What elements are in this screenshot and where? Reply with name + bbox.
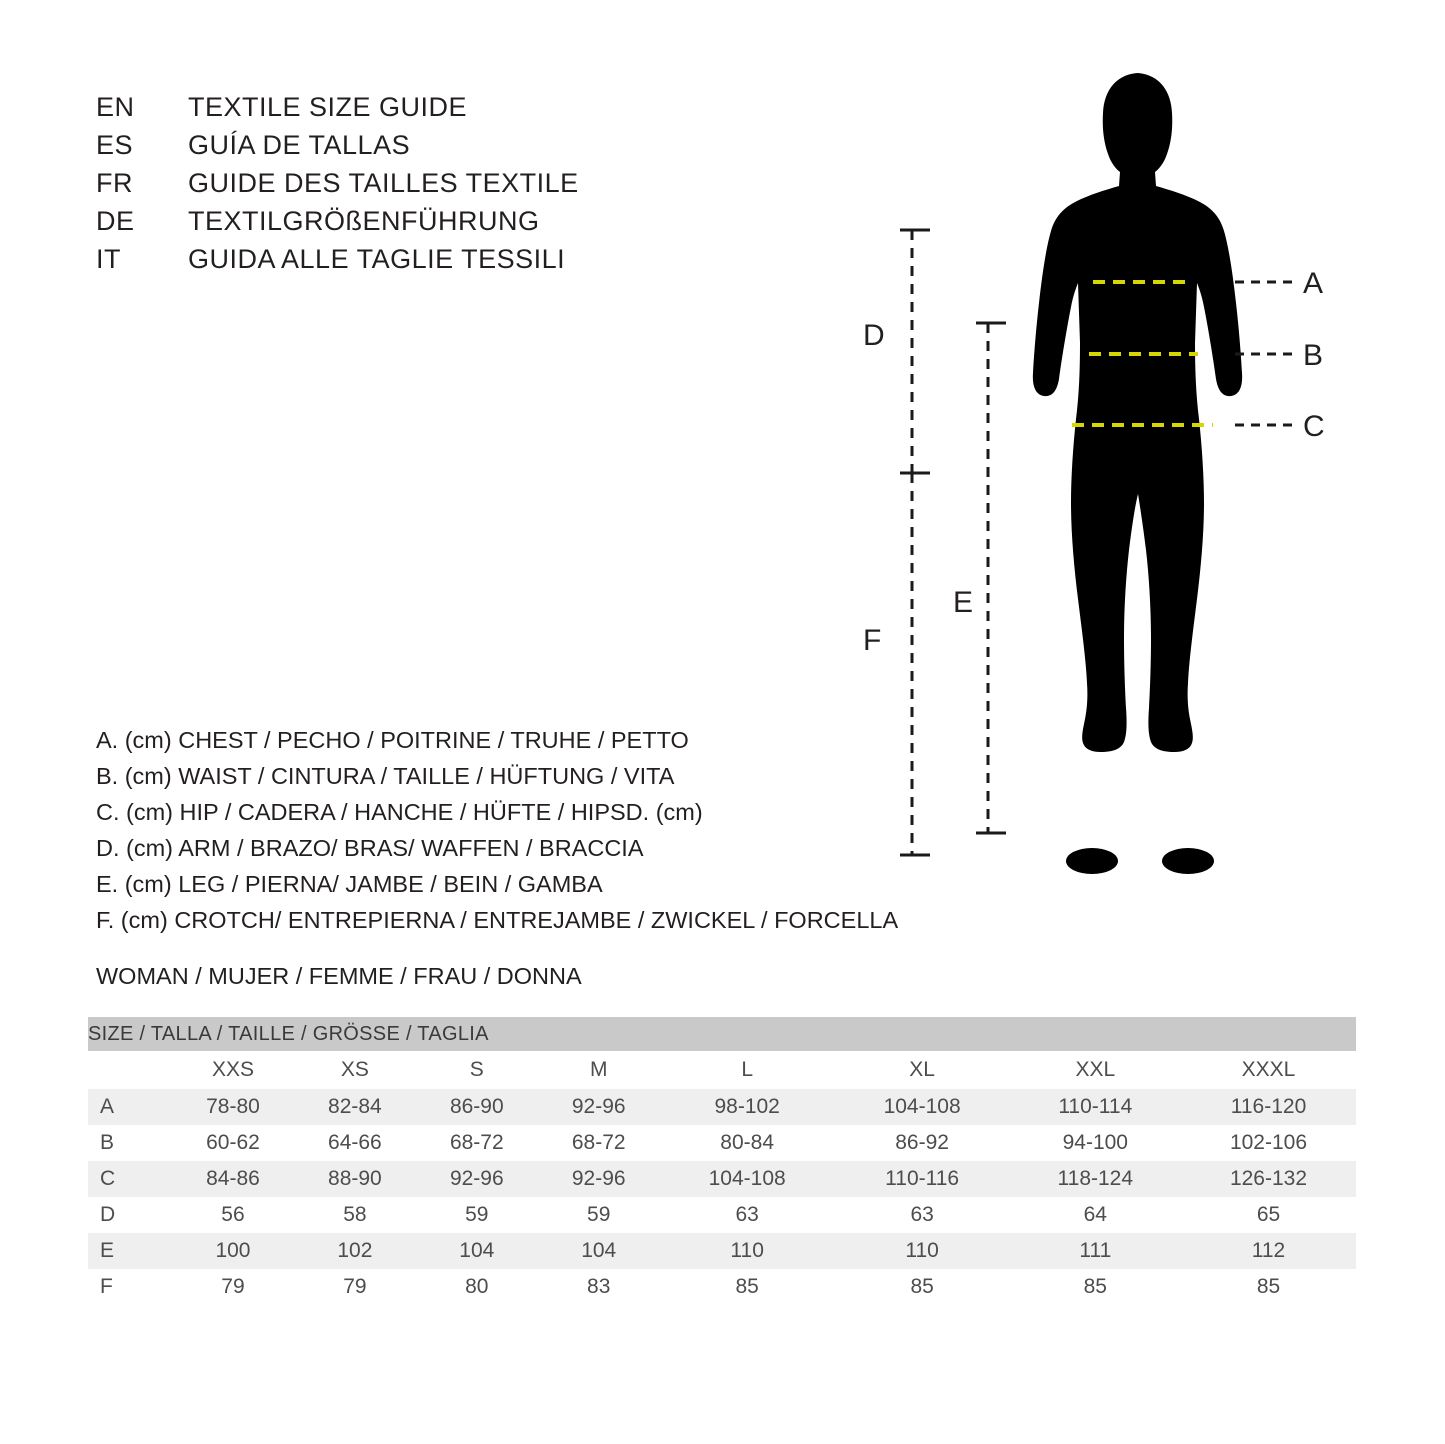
row-label-a: A	[88, 1089, 172, 1125]
header-cell-l: L	[660, 1051, 835, 1089]
language-title-list	[96, 92, 579, 282]
cell-c-xxxl: 126-132	[1181, 1161, 1356, 1197]
cell-c-s: 92-96	[416, 1161, 538, 1197]
bracket-d	[900, 230, 930, 473]
cell-a-xxs: 78-80	[172, 1089, 294, 1125]
language-code-it: IT	[96, 244, 121, 274]
cell-b-xxl: 94-100	[1062, 1131, 1128, 1154]
cell-f-s: 80	[465, 1275, 489, 1298]
measurement-legend	[96, 722, 898, 938]
cell-e-m: 104	[538, 1233, 660, 1269]
cell-a-l: 98-102	[660, 1089, 835, 1125]
table-row	[88, 1125, 1356, 1161]
legend-item-f: F. (cm) CROTCH/ ENTREPIERNA / ENTREJAMBE / ZWICKEL / FORCELLA	[96, 907, 899, 933]
cell-e-l: 110	[660, 1233, 835, 1269]
cell-e-xl: 110	[835, 1233, 1010, 1269]
label-f: F	[863, 624, 882, 657]
cell-f-xs: 79	[343, 1275, 367, 1298]
cell-a-xs: 82-84	[294, 1089, 416, 1125]
legend-item-b: B. (cm) WAIST / CINTURA / TAILLE / HÜFTUNG / VITA	[96, 763, 675, 789]
cell-b-xxxl: 102-106	[1229, 1131, 1308, 1154]
language-row-en	[96, 92, 579, 130]
size-table	[88, 1017, 1356, 1305]
cell-d-xs: 58	[343, 1203, 367, 1226]
category-label: WOMAN / MUJER / FEMME / FRAU / DONNA	[96, 963, 582, 989]
language-text-fr: GUIDE DES TAILLES TEXTILE	[188, 168, 579, 198]
cell-b-l: 80-84	[720, 1131, 775, 1154]
table-header-row	[88, 1051, 1356, 1089]
cell-c-xs: 88-90	[294, 1161, 416, 1197]
header-cell-blank	[88, 1051, 172, 1089]
cell-d-xxxl: 65	[1256, 1203, 1281, 1226]
cell-c-xxl: 118-124	[1010, 1161, 1181, 1197]
label-b: B	[1303, 339, 1324, 372]
cell-a-s: 86-90	[416, 1089, 538, 1125]
label-a: A	[1303, 267, 1324, 300]
header-cell-m: M	[538, 1051, 660, 1089]
cell-d-m: 59	[587, 1203, 611, 1226]
table-row	[88, 1089, 1356, 1125]
label-c: C	[1303, 410, 1325, 443]
measurement-leader-lines	[1235, 282, 1298, 425]
language-code-es: ES	[96, 130, 134, 160]
cell-a-m: 92-96	[538, 1089, 660, 1125]
bracket-e	[976, 323, 1006, 833]
cell-b-xs: 64-66	[328, 1131, 382, 1154]
language-row-de	[96, 206, 579, 244]
cell-c-l: 104-108	[660, 1161, 835, 1197]
cell-f-xxxl: 85	[1256, 1275, 1281, 1298]
cell-b-s: 68-72	[449, 1131, 504, 1154]
row-label-b: B	[100, 1131, 115, 1154]
cell-c-m: 92-96	[538, 1161, 660, 1197]
cell-d-l: 63	[735, 1203, 759, 1226]
legend-item-a: A. (cm) CHEST / PECHO / POITRINE / TRUHE / PETTO	[96, 727, 689, 753]
language-row-es	[96, 130, 579, 168]
header-cell-xxxl: XXXL	[1181, 1051, 1356, 1089]
female-silhouette-icon	[1033, 73, 1242, 874]
header-cell-xs: XS	[294, 1051, 416, 1089]
cell-f-xl: 85	[910, 1275, 934, 1298]
cell-e-xs: 102	[294, 1233, 416, 1269]
language-row-fr	[96, 168, 579, 206]
language-code-de: DE	[96, 206, 135, 236]
language-text-en: TEXTILE SIZE GUIDE	[188, 92, 468, 122]
cell-a-xl: 104-108	[835, 1089, 1010, 1125]
cell-d-xxl: 64	[1083, 1203, 1107, 1226]
size-table-wrapper	[88, 1017, 1356, 1305]
cell-f-xxs: 79	[221, 1275, 245, 1298]
language-text-de: TEXTILGRÖßENFÜHRUNG	[188, 206, 540, 236]
row-label-f: F	[100, 1275, 113, 1298]
cell-e-s: 104	[416, 1233, 538, 1269]
table-row	[88, 1233, 1356, 1269]
label-d: D	[863, 319, 885, 352]
cell-f-m: 83	[587, 1275, 611, 1298]
cell-a-xxxl: 116-120	[1181, 1089, 1356, 1125]
cell-b-xxs: 60-62	[206, 1131, 260, 1154]
cell-f-l: 85	[735, 1275, 759, 1298]
cell-b-m: 68-72	[571, 1131, 626, 1154]
table-row	[88, 1197, 1356, 1233]
language-code-en: EN	[96, 92, 135, 122]
header-cell-xxl: XXL	[1010, 1051, 1181, 1089]
label-e: E	[953, 586, 974, 619]
row-label-d: D	[100, 1203, 116, 1226]
cell-a-xxl: 110-114	[1010, 1089, 1181, 1125]
row-label-c: C	[88, 1161, 172, 1197]
legend-item-c: C. (cm) HIP / CADERA / HANCHE / HÜFTE / HIPSD. (cm)	[96, 799, 703, 825]
table-title-row	[88, 1017, 1356, 1051]
cell-d-xxs: 56	[221, 1203, 245, 1226]
body-measurement-diagram	[840, 55, 1400, 905]
row-label-e: E	[88, 1233, 172, 1269]
cell-e-xxs: 100	[172, 1233, 294, 1269]
header-cell-xl: XL	[835, 1051, 1010, 1089]
cell-d-s: 59	[465, 1203, 489, 1226]
language-code-fr: FR	[96, 168, 133, 198]
language-text-es: GUÍA DE TALLAS	[188, 130, 411, 160]
header-cell-s: S	[416, 1051, 538, 1089]
table-row	[88, 1161, 1356, 1197]
legend-item-d: D. (cm) ARM / BRAZO/ BRAS/ WAFFEN / BRACCIA	[96, 835, 644, 861]
cell-e-xxl: 111	[1010, 1233, 1181, 1269]
cell-f-xxl: 85	[1083, 1275, 1107, 1298]
bracket-f	[900, 473, 930, 855]
table-title: SIZE / TALLA / TAILLE / GRÖSSE / TAGLIA	[88, 1017, 1356, 1051]
cell-c-xl: 110-116	[835, 1161, 1010, 1197]
cell-b-xl: 86-92	[895, 1131, 949, 1154]
cell-c-xxs: 84-86	[172, 1161, 294, 1197]
language-row-it	[96, 244, 579, 282]
cell-e-xxxl: 112	[1181, 1233, 1356, 1269]
legend-item-e: E. (cm) LEG / PIERNA/ JAMBE / BEIN / GAMBA	[96, 871, 603, 897]
language-text-it: GUIDA ALLE TAGLIE TESSILI	[188, 244, 566, 274]
header-cell-xxs: XXS	[172, 1051, 294, 1089]
table-row	[88, 1269, 1356, 1305]
cell-d-xl: 63	[910, 1203, 934, 1226]
